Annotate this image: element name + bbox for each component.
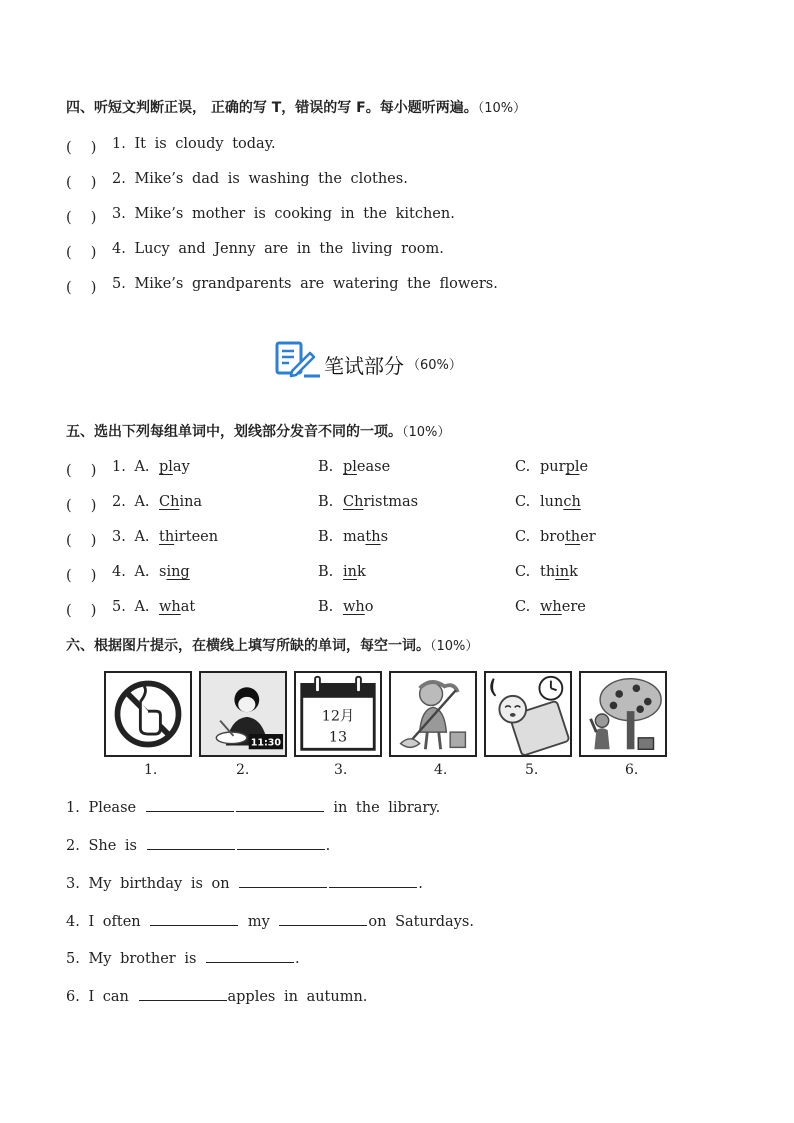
option-word: [343, 599, 373, 615]
picture-3: [294, 671, 382, 757]
no-talking-sign-icon: [106, 673, 190, 755]
judge-statement: 5. Mike’s grandparents are watering the flowers.: [112, 276, 498, 292]
picture-4: [389, 671, 477, 757]
picture-number: 2.: [236, 762, 250, 778]
word-part: ristmas: [363, 494, 419, 510]
fill-sentence-4: [66, 913, 474, 930]
judge-statement: 4. Lucy and Jenny are in the living room.: [112, 241, 444, 257]
underlined-part: th: [564, 529, 581, 545]
sentence-text: on Saturdays.: [368, 914, 474, 930]
sentence-text: .: [418, 876, 423, 892]
option-word: [159, 529, 218, 545]
option-label: C.: [515, 599, 531, 615]
item-number: 5. A.: [112, 599, 150, 615]
clock-text: 11:30: [250, 737, 282, 749]
girl-mopping-floor-icon: [391, 673, 475, 755]
fill-sentence-6: [66, 988, 367, 1005]
phonics-item: [0, 494, 794, 514]
picture-number: 4.: [434, 762, 448, 778]
phonics-item: [0, 599, 794, 619]
sentence-text: 4. I often: [66, 914, 141, 930]
fill-sentence-5: [66, 950, 300, 967]
underlined-part: wh: [159, 599, 181, 615]
word-part: ay: [172, 459, 190, 475]
picture-number: 5.: [525, 762, 539, 778]
answer-blank[interactable]: [147, 837, 235, 850]
item-number: 2. A.: [112, 494, 150, 510]
answer-blank[interactable]: [150, 913, 238, 926]
written-part-banner: [274, 338, 534, 382]
option-word: [159, 564, 190, 580]
section-4-title: 四、听短文判断正误， 正确的写 T，错误的写 F。每小题听两遍。: [66, 100, 478, 116]
judge-statement: 3. Mike’s mother is cooking in the kitchen.: [112, 206, 455, 222]
underlined-part: pl: [565, 459, 580, 475]
word-part: at: [180, 599, 196, 615]
answer-paren[interactable]: ( ): [66, 498, 97, 514]
section-6-title: 六、根据图片提示，在横线上填写所缺的单词，每空一词。: [66, 638, 430, 654]
section-4-heading: [66, 97, 526, 117]
option-label: C.: [515, 529, 531, 545]
picture-number: 1.: [144, 762, 158, 778]
answer-paren[interactable]: ( ): [66, 245, 97, 261]
underlined-part: ch: [563, 494, 581, 510]
sentence-text: apples in autumn.: [227, 989, 368, 1005]
option-word: [343, 494, 418, 510]
word-part: lun: [540, 494, 564, 510]
judge-statement: 2. Mike’s dad is washing the clothes.: [112, 171, 408, 187]
answer-blank[interactable]: [239, 875, 327, 888]
sentence-text: 5. My brother is: [66, 951, 197, 967]
option-word: [159, 599, 195, 615]
sentence-text: my: [247, 914, 270, 930]
picking-apples-icon: [581, 673, 665, 755]
fill-sentence-1: [66, 799, 440, 816]
item-number: 1. A.: [112, 459, 150, 475]
word-part: s: [159, 564, 167, 580]
answer-blank[interactable]: [279, 913, 367, 926]
sentence-text: in the library.: [333, 800, 441, 816]
option-word: [343, 459, 390, 475]
word-part: th: [540, 564, 556, 580]
answer-blank[interactable]: [146, 799, 234, 812]
banner-title: 笔试部分: [324, 354, 404, 378]
boy-eating-lunch-icon: [201, 673, 285, 755]
sentence-text: .: [325, 838, 331, 854]
word-part: er: [580, 529, 596, 545]
section-6-heading: [66, 635, 478, 655]
section-5-heading: [66, 421, 450, 441]
phonics-item: [0, 529, 794, 549]
calendar-day: 13: [328, 729, 348, 746]
sentence-text: .: [295, 951, 300, 967]
phonics-item: [0, 459, 794, 479]
word-part: k: [569, 564, 578, 580]
answer-paren[interactable]: ( ): [66, 568, 97, 584]
answer-paren[interactable]: ( ): [66, 175, 97, 191]
option-word: [540, 564, 578, 580]
option-label: B.: [318, 599, 334, 615]
picture-number: 3.: [334, 762, 348, 778]
word-part: bro: [540, 529, 565, 545]
section-6-points: （10%）: [430, 639, 479, 654]
judge-statement: 1. It is cloudy today.: [112, 136, 276, 152]
fill-sentence-2: [66, 837, 330, 854]
underlined-part: th: [365, 529, 381, 545]
item-number: 3. A.: [112, 529, 150, 545]
option-word: [159, 459, 190, 475]
answer-paren[interactable]: ( ): [66, 533, 97, 549]
underlined-part: Ch: [159, 494, 180, 510]
underlined-part: wh: [540, 599, 562, 615]
picture-1: [104, 671, 192, 757]
underlined-part: pl: [343, 459, 357, 475]
answer-paren[interactable]: ( ): [66, 280, 97, 296]
word-part: pur: [540, 459, 566, 475]
answer-blank[interactable]: [206, 950, 294, 963]
boy-sleeping-icon: [486, 673, 570, 755]
underlined-part: ing: [166, 564, 190, 580]
underlined-part: wh: [343, 599, 365, 615]
calendar-icon: [296, 673, 380, 755]
option-label: C.: [515, 494, 531, 510]
option-label: B.: [318, 529, 334, 545]
section-4-points: （10%）: [477, 101, 527, 116]
sentence-text: 3. My birthday is on: [66, 876, 230, 892]
banner-points: （60%）: [407, 358, 462, 373]
picture-number: 6.: [625, 762, 639, 778]
option-label: B.: [318, 494, 334, 510]
underlined-part: in: [343, 564, 357, 580]
word-part: k: [356, 564, 366, 580]
option-word: [159, 494, 202, 510]
word-part: o: [364, 599, 374, 615]
answer-blank[interactable]: [329, 875, 417, 888]
word-part: ere: [561, 599, 586, 615]
option-word: [540, 494, 581, 510]
sentence-text: 6. I can: [66, 989, 129, 1005]
word-part: ease: [356, 459, 391, 475]
option-word: [540, 529, 596, 545]
word-part: e: [579, 459, 589, 475]
item-number: 4. A.: [112, 564, 150, 580]
option-word: [540, 459, 588, 475]
phonics-item: [0, 564, 794, 584]
word-part: s: [380, 529, 389, 545]
fill-sentence-3: [66, 875, 423, 892]
answer-paren[interactable]: ( ): [66, 210, 97, 226]
answer-blank[interactable]: [237, 837, 325, 850]
underlined-part: Ch: [343, 494, 364, 510]
word-part: ina: [179, 494, 203, 510]
option-label: B.: [318, 564, 334, 580]
answer-paren[interactable]: ( ): [66, 463, 97, 479]
underlined-part: th: [159, 529, 175, 545]
option-word: [343, 564, 366, 580]
picture-6: [579, 671, 667, 757]
option-label: B.: [318, 459, 334, 475]
answer-blank[interactable]: [139, 988, 227, 1001]
option-word: [343, 529, 388, 545]
written-exam-icon: [274, 340, 322, 380]
option-label: C.: [515, 459, 531, 475]
underlined-part: pl: [159, 459, 173, 475]
option-label: C.: [515, 564, 531, 580]
sentence-text: 2. She is: [66, 838, 137, 854]
calendar-month: 12月: [321, 708, 355, 725]
section-5-points: （10%）: [402, 425, 451, 440]
answer-paren[interactable]: ( ): [66, 140, 97, 156]
word-part: irteen: [174, 529, 219, 545]
answer-paren[interactable]: ( ): [66, 603, 97, 619]
word-part: ma: [343, 529, 366, 545]
option-word: [540, 599, 586, 615]
picture-2: [199, 671, 287, 757]
sentence-text: 1. Please: [66, 800, 137, 816]
underlined-part: in: [555, 564, 570, 580]
picture-5: [484, 671, 572, 757]
answer-blank[interactable]: [236, 799, 324, 812]
section-5-title: 五、选出下列每组单词中，划线部分发音不同的一项。: [66, 424, 402, 440]
